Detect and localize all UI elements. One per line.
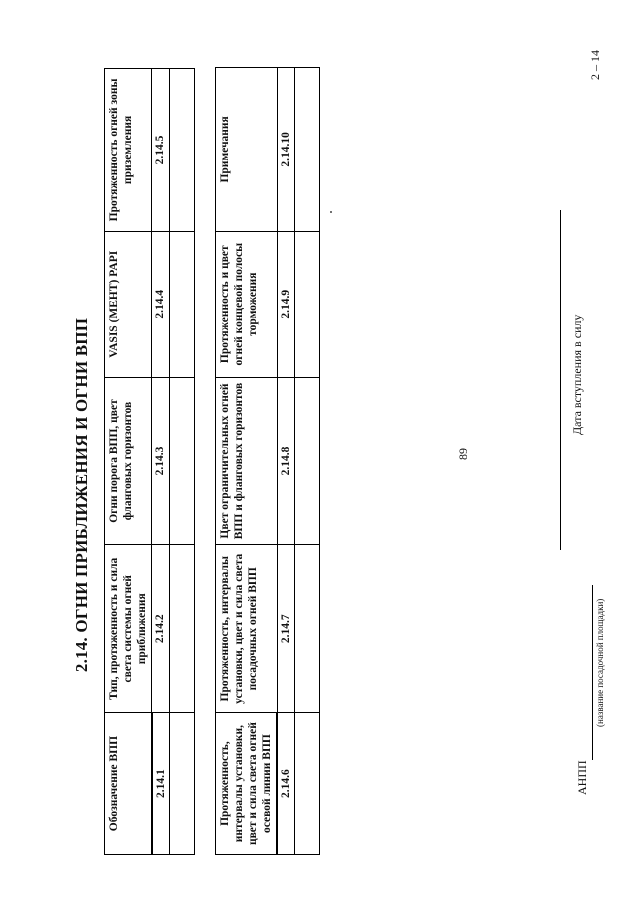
footer-rule <box>560 210 561 550</box>
code-cell: 2.14.8 <box>277 377 295 545</box>
code-cell: 2.14.9 <box>277 231 295 377</box>
header-cell: Примечания <box>216 68 278 232</box>
table-code-row <box>152 69 170 855</box>
code-cell: 2.14.10 <box>277 68 295 232</box>
code-cell: 2.14.1 <box>152 713 170 855</box>
code-cell: 2.14.6 <box>277 713 295 855</box>
speck <box>330 211 332 213</box>
header-cell: Цвет ограничительных огней ВПП и фланговых горизонтов <box>216 377 278 545</box>
code-cell: 2.14.3 <box>152 377 170 545</box>
table-blank-row <box>295 68 320 855</box>
header-cell: Огни порога ВПП, цвет фланговых горизонтов <box>105 377 152 545</box>
header-cell: Протяженность огней зоны приземления <box>105 69 152 232</box>
table-blank-row <box>169 69 194 855</box>
table-runway-lights <box>215 67 320 855</box>
page-number: 89 <box>456 448 470 460</box>
section-title: 2.14. ОГНИ ПРИБЛИЖЕНИЯ И ОГНИ ВПП <box>72 317 91 673</box>
footer-effective-date: Дата вступления в силу <box>570 314 584 435</box>
table-header-row <box>216 68 278 855</box>
header-cell: Обозначение ВПП <box>105 713 152 855</box>
header-cell: Тип, протяженность и сила света системы огней приближения <box>105 545 152 713</box>
code-cell: 2.14.7 <box>277 545 295 713</box>
page-code: 2 – 14 <box>588 50 602 80</box>
table-code-row <box>277 68 295 855</box>
header-cell: VASIS (МЕНТ) PAPI <box>105 231 152 377</box>
code-cell: 2.14.4 <box>152 231 170 377</box>
footer-name-caption: (название посадочной площадки) <box>595 598 605 727</box>
header-cell: Протяженность, интервалы установки, цвет и сила света огней осевой линии ВПП <box>216 713 278 855</box>
footer-aerodrome-label: АНПП <box>575 760 589 795</box>
code-cell: 2.14.5 <box>152 69 170 232</box>
table-approach-lights <box>104 68 195 855</box>
footer-name-line <box>592 585 593 760</box>
code-cell: 2.14.2 <box>152 545 170 713</box>
header-cell: Протяженность, интервалы установки, цвет и сила света посадочных огней ВПП <box>216 545 278 713</box>
header-cell: Протяженность и цвет огней концевой полосы торможения <box>216 231 278 377</box>
table-header-row <box>105 69 152 855</box>
